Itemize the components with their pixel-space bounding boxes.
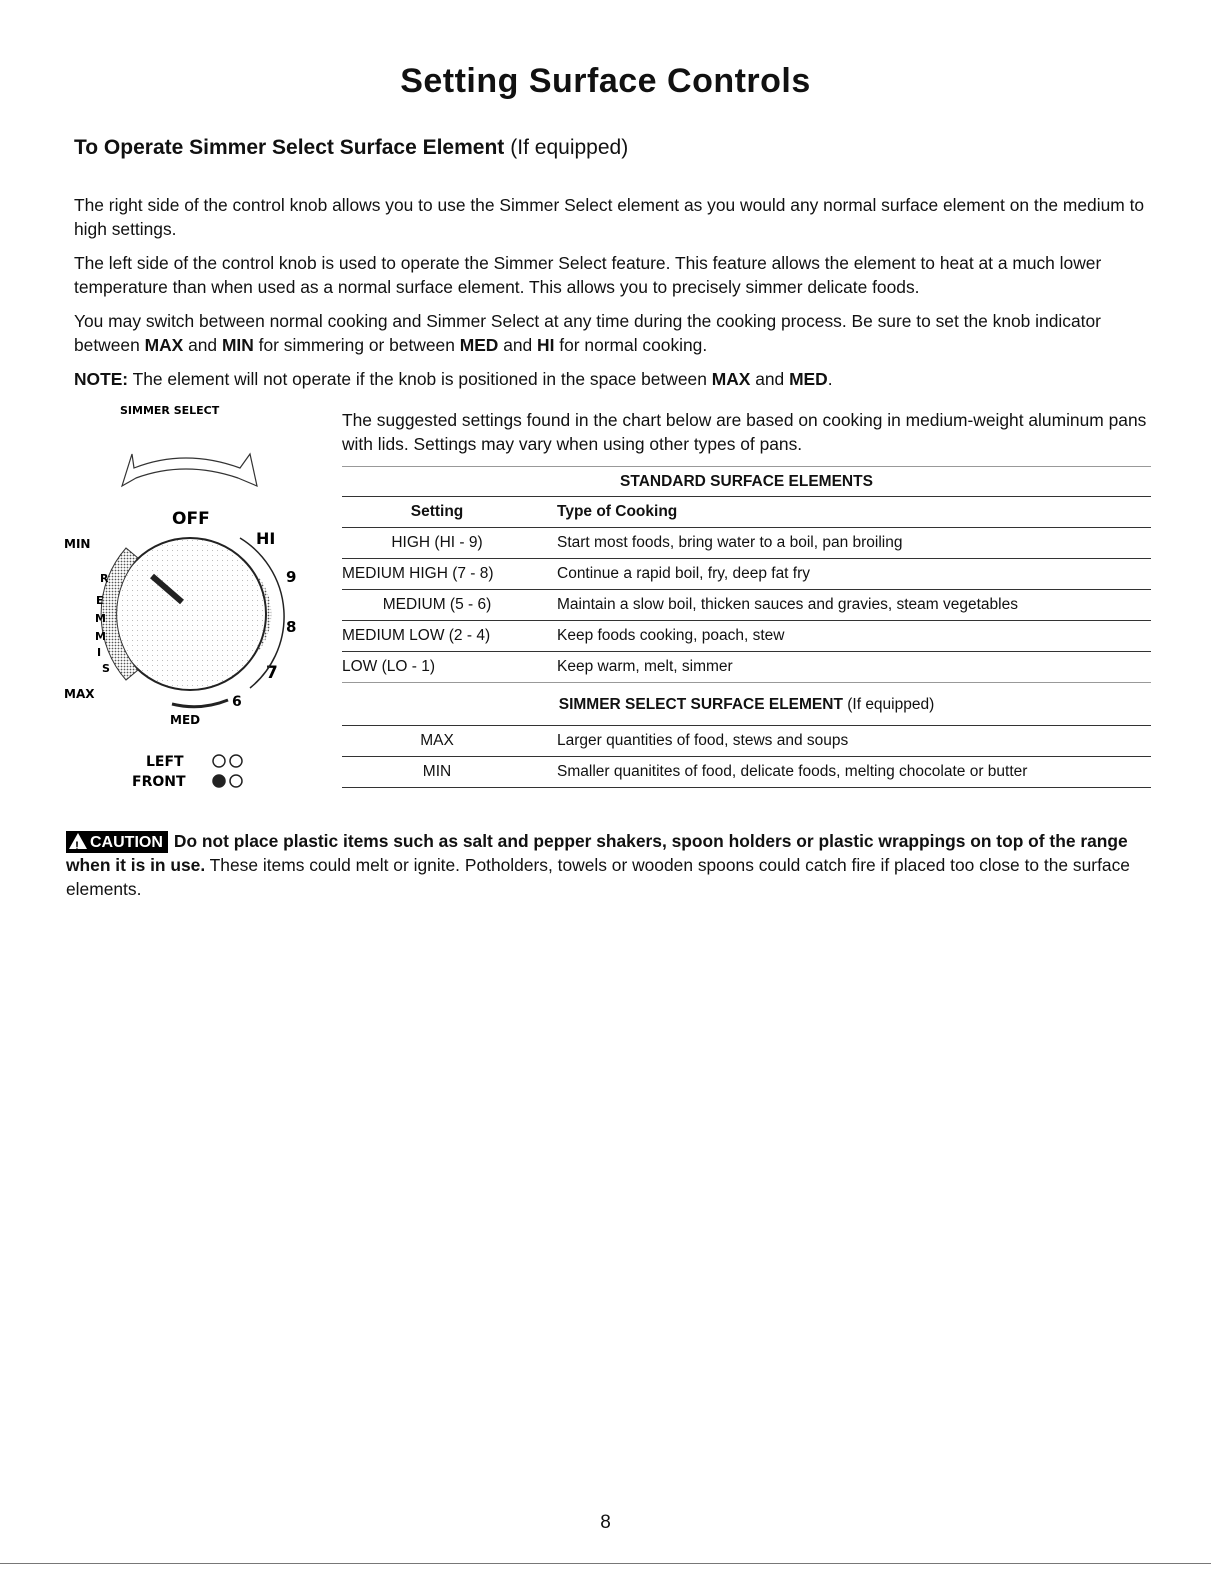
simmer-arc-letter: E (96, 594, 104, 607)
bold-term: MED (789, 369, 828, 389)
knob-body (114, 538, 266, 690)
section-heading-text: To Operate Simmer Select Surface Element (74, 136, 505, 159)
type-cell: Maintain a slow boil, thicken sauces and gravies, steam vegetables (557, 596, 1018, 613)
table-row (342, 757, 1151, 788)
knob-icon (60, 398, 310, 798)
paragraph-text: and (183, 335, 222, 355)
paragraph-text: for normal cooking. (554, 335, 708, 355)
bold-term: MAX (144, 335, 184, 355)
caution-badge (66, 831, 168, 853)
paragraph-switch (74, 309, 1154, 357)
simmer-arc-letter: R (100, 572, 109, 585)
table-row (342, 559, 1151, 590)
setting-9-label: 9 (286, 568, 297, 586)
setting-cell: MAX (420, 732, 454, 749)
paragraph-right-side: The right side of the control knob allows you to use the Simmer Select element as you would any normal surface element on the medium to high settings. (74, 195, 1145, 239)
table-section-title: STANDARD SURFACE ELEMENTS (342, 466, 1151, 497)
type-cell: Larger quantities of food, stews and soups (557, 732, 849, 749)
type-cell: Keep warm, melt, simmer (557, 658, 733, 675)
bold-term: MED (459, 335, 499, 355)
setting-7-label: 7 (266, 663, 278, 683)
burner-position-icon (230, 755, 242, 767)
type-cell: Smaller quanitites of food, delicate foods, melting chocolate or butter (557, 763, 1028, 780)
simmer-select-label: SIMMER SELECT (120, 404, 220, 417)
table-row (342, 652, 1151, 683)
simmer-section-title: SIMMER SELECT SURFACE ELEMENT (558, 696, 843, 713)
simmer-section-equipped: (If equipped) (847, 696, 935, 713)
front-label: FRONT (132, 774, 186, 790)
table-row (342, 621, 1151, 652)
bold-term: MIN (221, 335, 254, 355)
page-number: 8 (600, 1512, 611, 1533)
table-row (342, 590, 1151, 621)
type-cell: Keep foods cooking, poach, stew (557, 627, 785, 644)
control-knob-illustration (60, 398, 310, 798)
table-header-row (342, 497, 1151, 528)
burner-position-icon (230, 775, 242, 787)
setting-8-label: 8 (286, 618, 297, 636)
max-label: MAX (64, 687, 95, 701)
med-arc (172, 700, 228, 707)
chart-intro: The suggested settings found in the chart below are based on cooking in medium-weight aluminum pans with lids. Settings may vary when using other types of pans. (342, 410, 1147, 454)
column-header-type: Type of Cooking (557, 503, 678, 520)
paragraph-text: and (750, 369, 790, 389)
setting-cell: MEDIUM (5 - 6) (382, 596, 492, 613)
paragraph-text: for simmering or between (253, 335, 460, 355)
section-heading (74, 136, 628, 160)
paragraph-text: and (498, 335, 538, 355)
off-label: OFF (172, 509, 210, 529)
caution-paragraph (66, 829, 1150, 901)
left-label: LEFT (146, 754, 184, 770)
settings-table (342, 466, 1151, 788)
simmer-arc-letter: S (102, 662, 110, 675)
type-cell: Continue a rapid boil, fry, deep fat fry (557, 565, 811, 582)
setting-cell: MIN (422, 763, 452, 780)
note (74, 367, 1154, 391)
burner-position-active-icon (213, 775, 225, 787)
caution-bold-text: Do not place plastic items such as salt and pepper shakers, spoon holders or plastic wrappings on top of the range when it is in use. (66, 831, 1128, 875)
setting-cell: HIGH (HI - 9) (391, 534, 483, 551)
table-row (342, 726, 1151, 757)
paragraph-left-side: The left side of the control knob is used to operate the Simmer Select feature. This feature allows the element to heat at a much lower temperature than when used as a normal surface element. This allows you to precisely simmer delicate foods. (74, 253, 1102, 297)
bottom-rule (0, 1563, 1211, 1564)
bold-term: HI (537, 335, 555, 355)
simmer-arc-letter: I (97, 646, 102, 659)
bold-term: MAX (711, 369, 751, 389)
section-heading-equipped: (If equipped) (510, 136, 629, 159)
setting-6-label: 6 (232, 694, 242, 710)
note-label: NOTE: (74, 369, 129, 389)
table-row (342, 528, 1151, 559)
column-header-setting: Setting (410, 503, 464, 520)
table-section-title (342, 683, 1151, 726)
simmer-arc-letter: M (95, 630, 106, 643)
paragraph-text: You may switch between normal cooking and Simmer Select at any time during the cooking process. Be sure to set the knob indicator between (74, 311, 1101, 355)
hi-label: HI (256, 529, 276, 548)
setting-cell: LOW (LO - 1) (342, 658, 436, 675)
min-label: MIN (64, 537, 91, 551)
type-cell: Start most foods, bring water to a boil, pan broiling (557, 534, 903, 551)
setting-cell: MEDIUM LOW (2 - 4) (342, 627, 491, 644)
setting-cell: MEDIUM HIGH (7 - 8) (342, 565, 494, 582)
paragraph-text: The element will not operate if the knob is positioned in the space between (128, 369, 712, 389)
med-label: MED (170, 713, 201, 727)
warning-triangle-icon: ! (69, 833, 87, 849)
burner-position-icon (213, 755, 225, 767)
caution-badge-label: CAUTION (90, 834, 163, 851)
double-arrow-icon (122, 454, 257, 486)
caution-text: These items could melt or ignite. Potholders, towels or wooden spoons could catch fire if placed too close to the surface elements. (66, 855, 1130, 899)
simmer-arc-letter: M (95, 612, 106, 625)
page-title: Setting Surface Controls (400, 62, 811, 100)
paragraph-text: . (827, 369, 833, 389)
